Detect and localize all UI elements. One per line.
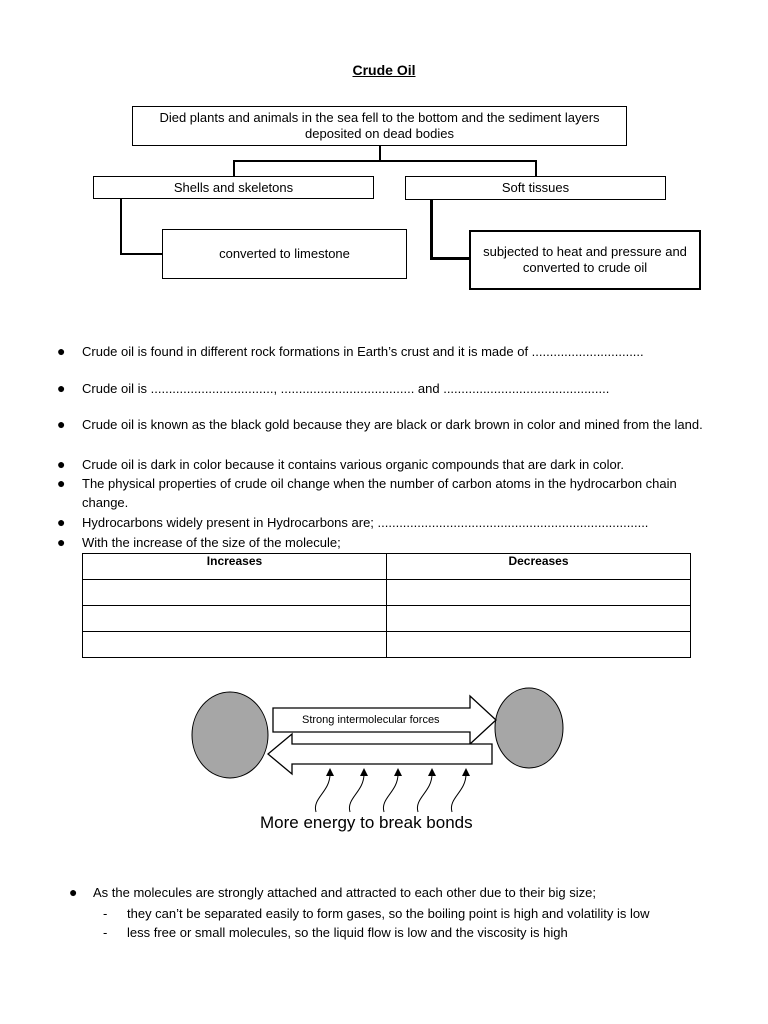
sub-list-item (103, 923, 747, 942)
bullet-text: Crude oil is found in different rock formations in Earth’s crust and it is made of ............................... (82, 344, 644, 359)
bullet-text: Crude oil is .................................., ..................................... and .............................................. (82, 381, 610, 396)
energy-arrow (451, 774, 466, 812)
energy-arrowheads (326, 768, 470, 776)
table-cell (83, 580, 387, 606)
energy-arrow (417, 774, 432, 812)
right-branch-text: Soft tissues (501, 180, 570, 195)
table-row (83, 580, 691, 606)
connector (535, 160, 537, 177)
connector (120, 253, 163, 255)
bullet-text: Crude oil is known as the black gold because they are black or dark brown in color and mined from the land. (82, 417, 703, 432)
table-cell (387, 606, 691, 632)
table-cell (83, 606, 387, 632)
right-result-box (469, 230, 701, 290)
arrowhead (360, 768, 368, 776)
molecule-left (192, 692, 268, 778)
connector (379, 146, 381, 160)
list-item (57, 513, 722, 532)
table-row (83, 632, 691, 658)
energy-arrows (315, 774, 466, 812)
right-result-text: subjected to heat and pressure and converted to crude oil (483, 244, 687, 275)
sub-list-item (103, 904, 747, 923)
table-cell (83, 632, 387, 658)
left-branch-box (93, 176, 374, 199)
energy-arrow (383, 774, 398, 812)
root-box (132, 106, 627, 146)
connector (120, 199, 122, 254)
list-item (57, 379, 722, 398)
left-branch-text: Shells and skeletons (173, 179, 294, 195)
page-title: Crude Oil (352, 62, 416, 78)
bullet-dot: ● (57, 514, 66, 530)
bullet-text: Crude oil is dark in color because it contains various organic compounds that are dark in color. (82, 457, 624, 472)
bullet-dot: ● (57, 343, 66, 359)
connector (233, 160, 235, 177)
sub-text: less free or small molecules, so the liquid flow is low and the viscosity is high (127, 925, 568, 940)
energy-arrow (349, 774, 364, 812)
connector (430, 200, 433, 260)
dash-marker: - (103, 906, 108, 921)
bullet-dot: ● (57, 475, 66, 491)
bullet-dot: ● (69, 884, 78, 900)
energy-arrow (315, 774, 330, 812)
arrow-label: Strong intermolecular forces (302, 714, 440, 726)
properties-table (82, 553, 691, 658)
table-row (83, 606, 691, 632)
bullet-dot: ● (57, 456, 66, 472)
list-item (69, 883, 733, 902)
arrowhead (394, 768, 402, 776)
molecule-right (495, 688, 563, 768)
header-increases: Increases (83, 554, 387, 580)
header-decreases: Decreases (387, 554, 691, 580)
bullet-dot: ● (57, 416, 66, 432)
right-branch-box (405, 176, 666, 200)
list-item (57, 455, 722, 474)
table-header-row (83, 554, 691, 580)
dash-marker: - (103, 925, 108, 940)
bullet-dot: ● (57, 534, 66, 550)
list-item (57, 342, 722, 361)
bullet-text: Hydrocarbons widely present in Hydrocarbons are; ........................................................................... (82, 515, 649, 530)
left-result-text: converted to limestone (219, 246, 350, 261)
table-cell (387, 580, 691, 606)
root-text: Died plants and animals in the sea fell to the bottom and the sediment layers deposited on dead bodies (159, 110, 600, 141)
list-item (57, 415, 707, 434)
connector (430, 257, 470, 260)
arrow-left (268, 734, 492, 774)
bullet-text: The physical properties of crude oil change when the number of carbon atoms in the hydrocarbon chain change. (82, 476, 677, 510)
figure-caption: More energy to break bonds (260, 813, 473, 832)
table-cell (387, 632, 691, 658)
bullet-text: As the molecules are strongly attached and attracted to each other due to their big size; (93, 885, 596, 900)
bullet-dot: ● (57, 380, 66, 396)
arrowhead (462, 768, 470, 776)
list-item (57, 533, 722, 552)
arrowhead (326, 768, 334, 776)
list-item (57, 474, 707, 512)
arrowhead (428, 768, 436, 776)
sub-text: they can’t be separated easily to form gases, so the boiling point is high and volatility is low (127, 906, 650, 921)
connector (233, 160, 536, 162)
left-result-box (162, 229, 407, 279)
bullet-text: With the increase of the size of the molecule; (82, 535, 341, 550)
